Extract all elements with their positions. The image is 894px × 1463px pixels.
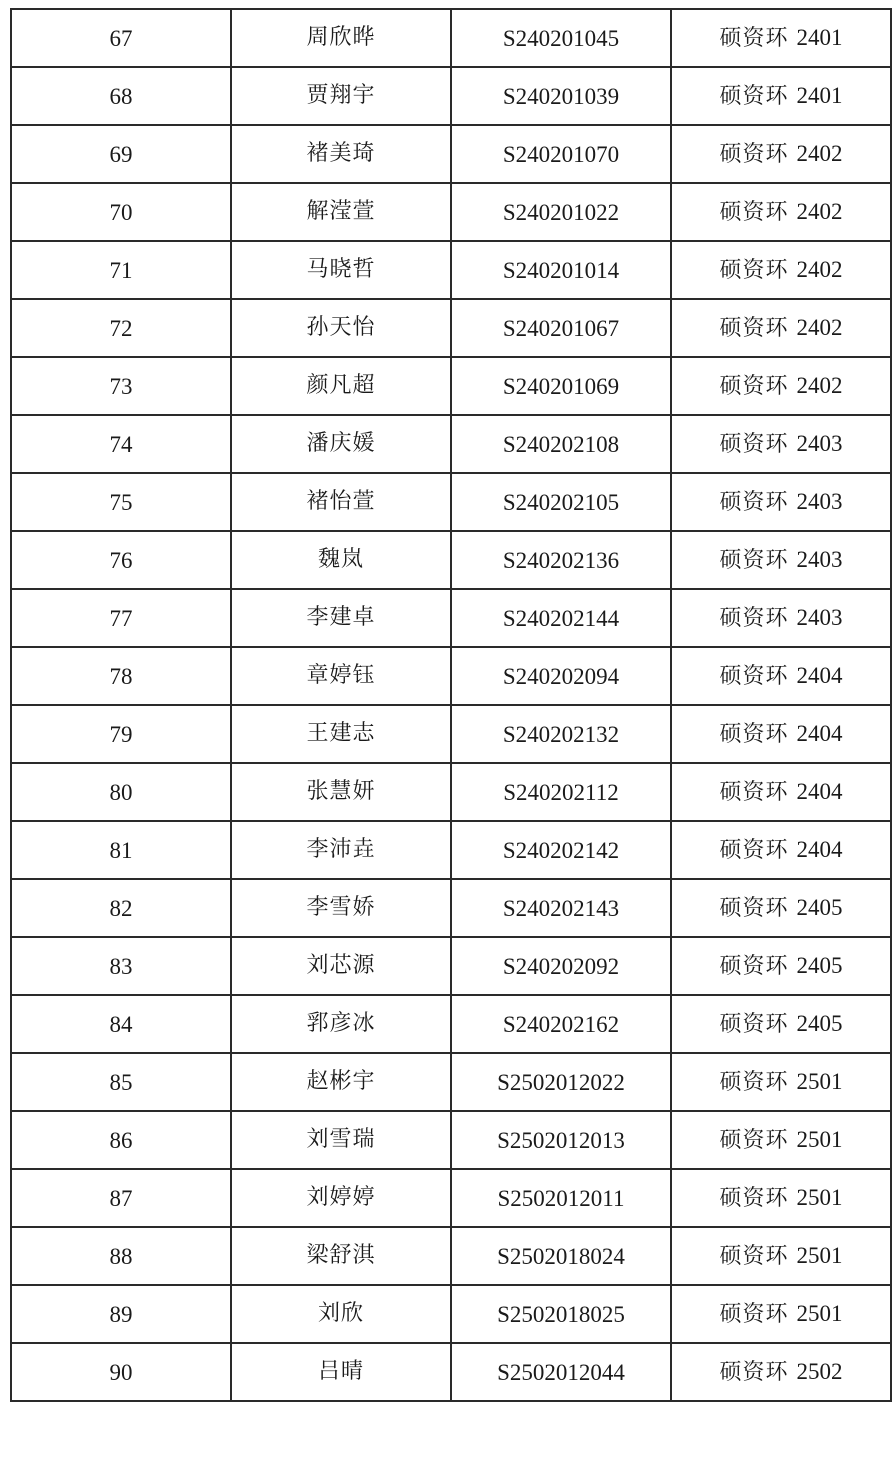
student-name-cell: 王建志	[231, 705, 451, 763]
class-number: 2501	[796, 1069, 843, 1094]
student-id-cell: S240202112	[451, 763, 671, 821]
table-row	[11, 1285, 891, 1343]
class-prefix: 硕资环	[719, 84, 789, 109]
class-prefix: 硕资环	[719, 1186, 789, 1211]
class-prefix: 硕资环	[719, 838, 789, 863]
class-prefix: 硕资环	[719, 316, 789, 341]
table-row	[11, 473, 891, 531]
class-prefix: 硕资环	[719, 664, 789, 689]
class-prefix: 硕资环	[719, 258, 789, 283]
class-prefix: 硕资环	[719, 1012, 789, 1037]
row-number-cell: 71	[11, 241, 231, 299]
student-id-cell: S240202162	[451, 995, 671, 1053]
student-name-cell: 梁舒淇	[231, 1227, 451, 1285]
class-prefix: 硕资环	[719, 432, 789, 457]
student-id-cell: S240202092	[451, 937, 671, 995]
row-number-cell: 75	[11, 473, 231, 531]
class-number: 2403	[796, 489, 843, 514]
row-number-cell: 76	[11, 531, 231, 589]
row-number-cell: 87	[11, 1169, 231, 1227]
class-number: 2402	[796, 141, 843, 166]
class-prefix: 硕资环	[719, 1302, 789, 1327]
class-prefix: 硕资环	[719, 954, 789, 979]
table-row	[11, 1227, 891, 1285]
row-number-cell: 82	[11, 879, 231, 937]
student-id-cell: S2502012044	[451, 1343, 671, 1401]
class-number: 2403	[796, 547, 843, 572]
student-name-cell: 吕晴	[231, 1343, 451, 1401]
class-prefix: 硕资环	[719, 548, 789, 573]
table-row	[11, 125, 891, 183]
class-number: 2401	[796, 83, 843, 108]
row-number-cell: 88	[11, 1227, 231, 1285]
class-number: 2402	[796, 257, 843, 282]
class-prefix: 硕资环	[719, 142, 789, 167]
class-name-cell	[671, 415, 891, 473]
student-id-cell: S240201070	[451, 125, 671, 183]
student-name-cell: 张慧妍	[231, 763, 451, 821]
row-number-cell: 72	[11, 299, 231, 357]
student-id-cell: S240201014	[451, 241, 671, 299]
class-name-cell	[671, 763, 891, 821]
table-row	[11, 1053, 891, 1111]
student-id-cell: S240202132	[451, 705, 671, 763]
row-number-cell: 73	[11, 357, 231, 415]
student-id-cell: S2502012022	[451, 1053, 671, 1111]
class-name-cell	[671, 1227, 891, 1285]
table-row	[11, 1343, 891, 1401]
row-number-cell: 83	[11, 937, 231, 995]
student-name-cell: 褚美琦	[231, 125, 451, 183]
student-id-cell: S240202144	[451, 589, 671, 647]
class-name-cell	[671, 473, 891, 531]
class-number: 2405	[796, 953, 843, 978]
student-name-cell: 马晓哲	[231, 241, 451, 299]
student-name-cell: 刘雪瑞	[231, 1111, 451, 1169]
class-prefix: 硕资环	[719, 1128, 789, 1153]
student-name-cell: 刘婷婷	[231, 1169, 451, 1227]
student-name-cell: 刘欣	[231, 1285, 451, 1343]
class-name-cell	[671, 299, 891, 357]
student-name-cell: 章婷钰	[231, 647, 451, 705]
student-name-cell: 李沛垚	[231, 821, 451, 879]
student-name-cell: 赵彬宇	[231, 1053, 451, 1111]
class-name-cell	[671, 647, 891, 705]
table-row	[11, 589, 891, 647]
table-row	[11, 9, 891, 67]
student-id-cell: S240201039	[451, 67, 671, 125]
table-row	[11, 879, 891, 937]
class-name-cell	[671, 9, 891, 67]
row-number-cell: 81	[11, 821, 231, 879]
student-id-cell: S240201067	[451, 299, 671, 357]
student-id-cell: S240202108	[451, 415, 671, 473]
student-name-cell: 李雪娇	[231, 879, 451, 937]
student-id-cell: S240202136	[451, 531, 671, 589]
row-number-cell: 79	[11, 705, 231, 763]
table-row	[11, 995, 891, 1053]
row-number-cell: 77	[11, 589, 231, 647]
class-name-cell	[671, 241, 891, 299]
student-name-cell: 魏岚	[231, 531, 451, 589]
class-number: 2404	[796, 837, 843, 862]
class-number: 2502	[796, 1359, 843, 1384]
table-row	[11, 357, 891, 415]
class-number: 2403	[796, 431, 843, 456]
class-name-cell	[671, 589, 891, 647]
row-number-cell: 74	[11, 415, 231, 473]
row-number-cell: 68	[11, 67, 231, 125]
student-name-cell: 孙天怡	[231, 299, 451, 357]
student-id-cell: S240202143	[451, 879, 671, 937]
class-prefix: 硕资环	[719, 896, 789, 921]
class-name-cell	[671, 705, 891, 763]
row-number-cell: 80	[11, 763, 231, 821]
table-row	[11, 1111, 891, 1169]
table-row	[11, 763, 891, 821]
class-name-cell	[671, 1053, 891, 1111]
student-name-cell: 褚怡萱	[231, 473, 451, 531]
student-id-cell: S240202105	[451, 473, 671, 531]
table-row	[11, 937, 891, 995]
class-prefix: 硕资环	[719, 606, 789, 631]
row-number-cell: 69	[11, 125, 231, 183]
class-number: 2405	[796, 1011, 843, 1036]
class-prefix: 硕资环	[719, 1360, 789, 1385]
class-number: 2404	[796, 721, 843, 746]
class-number: 2402	[796, 373, 843, 398]
class-name-cell	[671, 1111, 891, 1169]
class-prefix: 硕资环	[719, 722, 789, 747]
class-number: 2405	[796, 895, 843, 920]
class-name-cell	[671, 879, 891, 937]
row-number-cell: 89	[11, 1285, 231, 1343]
roster-body	[11, 9, 891, 1401]
student-id-cell: S240201022	[451, 183, 671, 241]
table-row	[11, 705, 891, 763]
class-name-cell	[671, 531, 891, 589]
student-name-cell: 郛彦冰	[231, 995, 451, 1053]
student-id-cell: S2502012013	[451, 1111, 671, 1169]
student-name-cell: 潘庆媛	[231, 415, 451, 473]
table-row	[11, 647, 891, 705]
student-id-cell: S240202142	[451, 821, 671, 879]
row-number-cell: 85	[11, 1053, 231, 1111]
class-number: 2501	[796, 1127, 843, 1152]
class-prefix: 硕资环	[719, 1244, 789, 1269]
row-number-cell: 84	[11, 995, 231, 1053]
student-id-cell: S2502012011	[451, 1169, 671, 1227]
class-prefix: 硕资环	[719, 490, 789, 515]
row-number-cell: 90	[11, 1343, 231, 1401]
student-name-cell: 李建卓	[231, 589, 451, 647]
student-roster-table	[10, 8, 892, 1402]
class-name-cell	[671, 821, 891, 879]
class-number: 2402	[796, 199, 843, 224]
table-row	[11, 299, 891, 357]
class-name-cell	[671, 1169, 891, 1227]
table-row	[11, 531, 891, 589]
class-name-cell	[671, 357, 891, 415]
class-name-cell	[671, 183, 891, 241]
student-name-cell: 刘芯源	[231, 937, 451, 995]
student-id-cell: S2502018024	[451, 1227, 671, 1285]
student-name-cell: 颜凡超	[231, 357, 451, 415]
student-id-cell: S240202094	[451, 647, 671, 705]
row-number-cell: 78	[11, 647, 231, 705]
class-number: 2501	[796, 1301, 843, 1326]
student-id-cell: S240201069	[451, 357, 671, 415]
student-name-cell: 贾翔宇	[231, 67, 451, 125]
table-row	[11, 241, 891, 299]
student-name-cell: 周欣晔	[231, 9, 451, 67]
class-name-cell	[671, 937, 891, 995]
student-id-cell: S2502018025	[451, 1285, 671, 1343]
student-id-cell: S240201045	[451, 9, 671, 67]
class-prefix: 硕资环	[719, 374, 789, 399]
class-number: 2401	[796, 25, 843, 50]
table-row	[11, 183, 891, 241]
class-name-cell	[671, 1285, 891, 1343]
scanned-page	[10, 8, 884, 1455]
class-name-cell	[671, 1343, 891, 1401]
class-prefix: 硕资环	[719, 1070, 789, 1095]
class-number: 2404	[796, 779, 843, 804]
student-name-cell: 解滢萱	[231, 183, 451, 241]
class-number: 2404	[796, 663, 843, 688]
class-prefix: 硕资环	[719, 780, 789, 805]
class-name-cell	[671, 995, 891, 1053]
table-row	[11, 821, 891, 879]
class-number: 2501	[796, 1243, 843, 1268]
class-number: 2501	[796, 1185, 843, 1210]
class-number: 2403	[796, 605, 843, 630]
class-number: 2402	[796, 315, 843, 340]
class-name-cell	[671, 67, 891, 125]
row-number-cell: 70	[11, 183, 231, 241]
table-row	[11, 415, 891, 473]
class-name-cell	[671, 125, 891, 183]
class-prefix: 硕资环	[719, 26, 789, 51]
table-row	[11, 67, 891, 125]
row-number-cell: 86	[11, 1111, 231, 1169]
row-number-cell: 67	[11, 9, 231, 67]
class-prefix: 硕资环	[719, 200, 789, 225]
table-row	[11, 1169, 891, 1227]
